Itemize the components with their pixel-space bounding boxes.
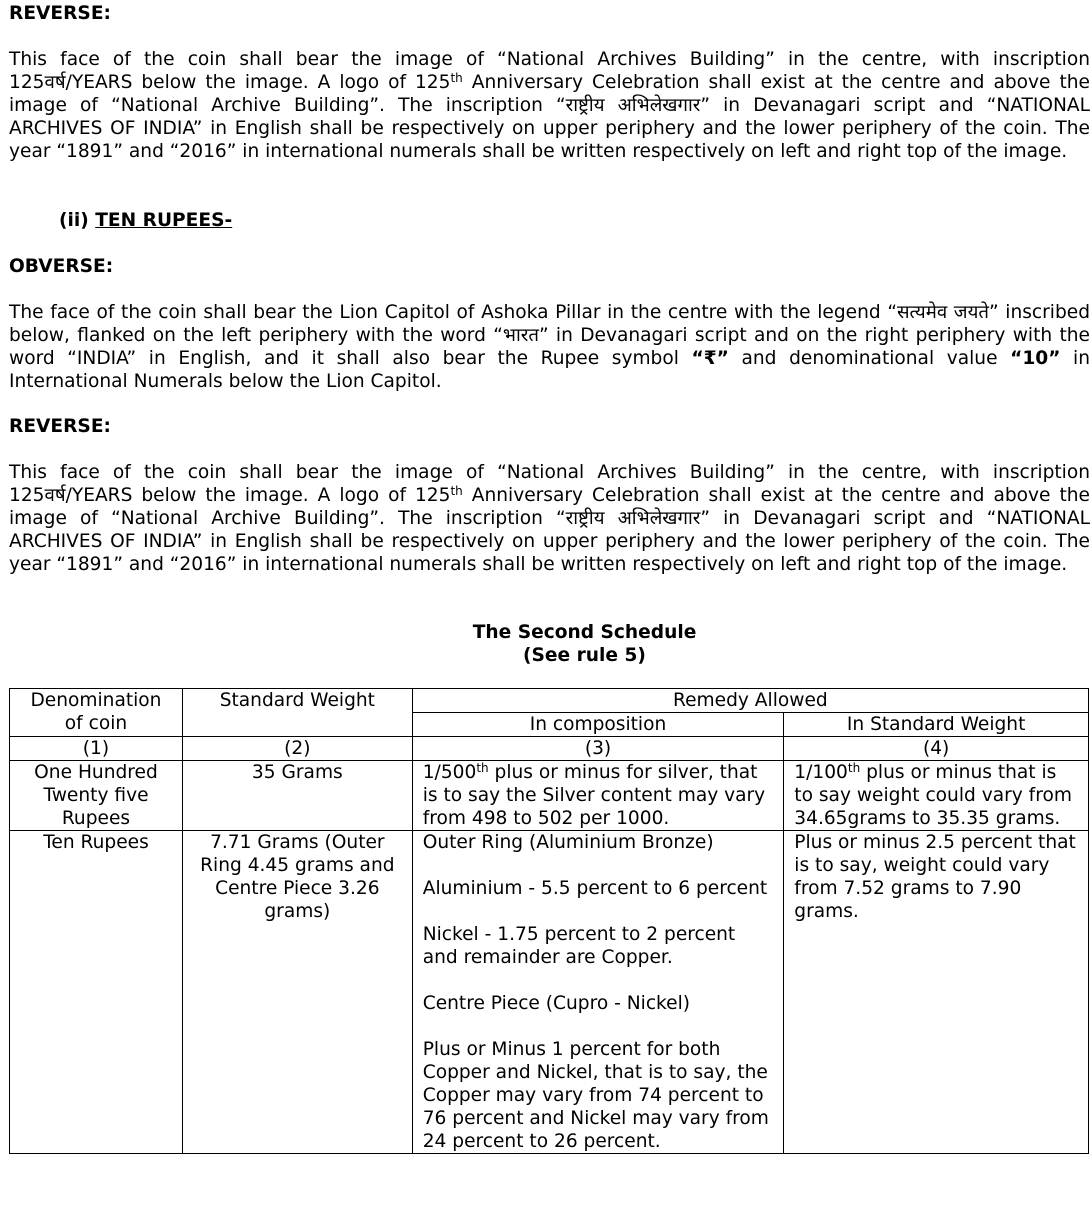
reverse-paragraph: This face of the coin shall bear the image of “National Archives Building” in the centre, with inscription 125वर्ष/YEARS below the image. A logo of 125th Anniversary Celebration shall exist at the centre and above the image of “National Archive Building”. The inscription “राष्ट्रीय अभिलेखगार” in Devanagari script and “NATIONAL ARCHIVES OF INDIA” in English shall be respectively on upper periphery and the lower periphery of the coin. The year “1891” and “2016” in international numerals shall be written respectively on left and right top of the image. — [9, 462, 1090, 575]
header-standard-weight: Standard Weight — [182, 689, 412, 737]
header-in-standard-weight: In Standard Weight — [784, 713, 1089, 737]
header-denomination: Denomination of coin — [10, 689, 183, 737]
schedule-subtitle: (See rule 5) — [523, 645, 646, 666]
denomination-cell: One Hundred Twenty five Rupees — [10, 761, 183, 831]
weight-cell: 7.71 Grams (Outer Ring 4.45 grams and Centre Piece 3.26 grams) — [182, 831, 412, 1154]
schedule-title-block — [9, 621, 1090, 667]
std-weight-cell: 1/100th plus or minus that is to say weight could vary from 34.65grams to 35.35 grams. — [784, 761, 1089, 831]
obverse-heading: OBVERSE: — [9, 256, 114, 277]
reverse-section-2 — [9, 415, 1090, 576]
reverse-section-1 — [9, 2, 1090, 163]
composition-cell: Outer Ring (Aluminium Bronze) Aluminium - 5.5 percent to 6 percent Nickel - 1.75 percent to 2 percent and remainder are Copper. Centre Piece (Cupro - Nickel) Plus or Minus 1 percent for both Copper and Nickel, that is to say, the Copper may vary from 74 percent to 76 percent and Nickel may vary from 24 percent to 26 percent. — [412, 831, 784, 1154]
obverse-section — [9, 255, 1090, 393]
header-in-composition: In composition — [412, 713, 784, 737]
denomination-cell: Ten Rupees — [10, 831, 183, 1154]
col-number: (4) — [784, 737, 1089, 761]
reverse-heading: REVERSE: — [9, 3, 111, 24]
weight-cell: 35 Grams — [182, 761, 412, 831]
table-col-number-row — [10, 737, 1089, 761]
ten-rupees-subheading: (ii) TEN RUPEES- — [59, 210, 233, 231]
schedule-title: The Second Schedule — [472, 622, 697, 643]
col-number: (3) — [412, 737, 784, 761]
col-number: (1) — [10, 737, 183, 761]
table-row — [10, 831, 1089, 1154]
schedule-table — [9, 688, 1089, 1154]
table-header-row — [10, 689, 1089, 713]
table-row — [10, 761, 1089, 831]
reverse-heading: REVERSE: — [9, 416, 111, 437]
obverse-paragraph: The face of the coin shall bear the Lion Capitol of Ashoka Pillar in the centre with the legend “सत्यमेव जयते” inscribed below, flanked on the left periphery with the word “भारत” in Devanagari script and on the right periphery with the word “INDIA” in English, and it shall also bear the Rupee symbol “₹” and denominational value “10” in International Numerals below the Lion Capitol. — [9, 302, 1091, 392]
composition-cell: 1/500th plus or minus for silver, that is to say the Silver content may vary from 498 to 502 per 1000. — [412, 761, 784, 831]
col-number: (2) — [182, 737, 412, 761]
header-remedy: Remedy Allowed — [412, 689, 1088, 713]
reverse-paragraph: This face of the coin shall bear the image of “National Archives Building” in the centre, with inscription 125वर्ष/YEARS below the image. A logo of 125th Anniversary Celebration shall exist at the centre and above the image of “National Archive Building”. The inscription “राष्ट्रीय अभिलेखगार” in Devanagari script and “NATIONAL ARCHIVES OF INDIA” in English shall be respectively on upper periphery and the lower periphery of the coin. The year “1891” and “2016” in international numerals shall be written respectively on left and right top of the image. — [9, 49, 1090, 162]
std-weight-cell: Plus or minus 2.5 percent that is to say, weight could vary from 7.52 grams to 7.90 grams. — [784, 831, 1089, 1154]
